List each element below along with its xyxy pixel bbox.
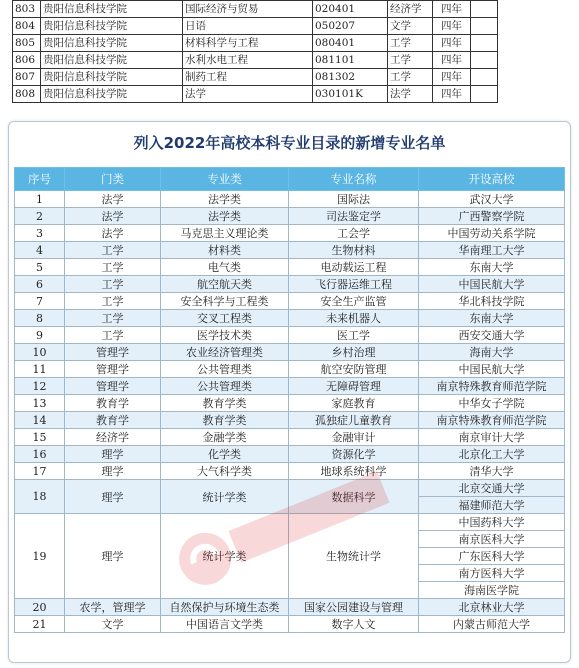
cell-major: 工会学 (289, 225, 419, 242)
cell-major: 生物统计学 (289, 514, 419, 599)
cell-major: 数据科学 (289, 480, 419, 514)
top-cell-cat: 工学 (388, 35, 433, 52)
top-cell-cat: 经济学 (388, 1, 433, 18)
cell-category: 管理学 (65, 378, 161, 395)
top-cell-years: 四年 (433, 1, 471, 18)
top-table-body (13, 1, 498, 103)
cell-class: 法学类 (161, 208, 289, 225)
cell-major: 生物材料 (289, 242, 419, 259)
cell-category: 理学 (65, 480, 161, 514)
cell-class: 电气类 (161, 259, 289, 276)
cell-class: 教育学类 (161, 412, 289, 429)
top-cell-no: 803 (13, 1, 41, 18)
table-row (15, 327, 565, 344)
top-cell-cat: 法学 (388, 86, 433, 103)
cell-school: 北京化工大学 (419, 446, 565, 463)
table-row (15, 395, 565, 412)
top-cell-school: 贵阳信息科技学院 (41, 18, 183, 35)
cell-class: 大气科学类 (161, 463, 289, 480)
cell-class: 化学类 (161, 446, 289, 463)
top-cell-no: 807 (13, 69, 41, 86)
cell-major: 安全生产监管 (289, 293, 419, 310)
table-row (15, 616, 565, 633)
cell-major: 地球系统科学 (289, 463, 419, 480)
cell-no: 2 (15, 208, 65, 225)
table-row (15, 259, 565, 276)
cell-school: 北京交通大学 (419, 480, 565, 497)
cell-no: 11 (15, 361, 65, 378)
cell-school: 中华女子学院 (419, 395, 565, 412)
cell-class: 中国语言文学类 (161, 616, 289, 633)
top-cell-code: 081302 (313, 69, 388, 86)
cell-school: 武汉大学 (419, 191, 565, 208)
cell-school: 中国民航大学 (419, 361, 565, 378)
table-row (15, 225, 565, 242)
cell-school: 广东医科大学 (419, 548, 565, 565)
top-cell-cat: 文学 (388, 18, 433, 35)
table-row (15, 191, 565, 208)
cell-school: 华北科技学院 (419, 293, 565, 310)
top-cell-school: 贵阳信息科技学院 (41, 1, 183, 18)
top-cell-years: 四年 (433, 18, 471, 35)
cell-class: 安全科学与工程类 (161, 293, 289, 310)
top-table-row (13, 18, 498, 35)
top-table-row (13, 86, 498, 103)
cell-no: 12 (15, 378, 65, 395)
table-row (15, 344, 565, 361)
cell-school: 清华大学 (419, 463, 565, 480)
top-table-row (13, 69, 498, 86)
cell-school: 南京审计大学 (419, 429, 565, 446)
cell-school: 北京林业大学 (419, 599, 565, 616)
cell-no: 13 (15, 395, 65, 412)
col-header-category: 门类 (65, 168, 161, 191)
cell-major: 医工学 (289, 327, 419, 344)
top-cell-major: 日语 (183, 18, 313, 35)
cell-class: 材料类 (161, 242, 289, 259)
cell-no: 21 (15, 616, 65, 633)
cell-category: 文学 (65, 616, 161, 633)
top-table-row (13, 35, 498, 52)
table-row (15, 293, 565, 310)
cell-school: 东南大学 (419, 259, 565, 276)
cell-category: 工学 (65, 293, 161, 310)
table-body (15, 191, 565, 633)
cell-class: 金融学类 (161, 429, 289, 446)
cell-class: 法学类 (161, 191, 289, 208)
col-header-class: 专业类 (161, 168, 289, 191)
cell-no: 20 (15, 599, 65, 616)
col-header-major: 专业名称 (289, 168, 419, 191)
cell-school: 东南大学 (419, 310, 565, 327)
cell-category: 教育学 (65, 395, 161, 412)
cell-major: 孤独症儿童教育 (289, 412, 419, 429)
table-row (15, 446, 565, 463)
table-row (15, 378, 565, 395)
cell-class: 马克思主义理论类 (161, 225, 289, 242)
cell-major: 航空安防管理 (289, 361, 419, 378)
cell-class: 教育学类 (161, 395, 289, 412)
cell-category: 管理学 (65, 344, 161, 361)
table-row (15, 242, 565, 259)
table-row (15, 429, 565, 446)
top-cell-empty (471, 86, 498, 103)
cell-no: 9 (15, 327, 65, 344)
cell-major: 家庭教育 (289, 395, 419, 412)
cell-school: 广西警察学院 (419, 208, 565, 225)
top-cell-code: 020401 (313, 1, 388, 18)
cell-school: 中国劳动关系学院 (419, 225, 565, 242)
cell-no: 18 (15, 480, 65, 514)
cell-category: 理学 (65, 446, 161, 463)
cell-no: 5 (15, 259, 65, 276)
cell-school: 南京特殊教育师范学院 (419, 412, 565, 429)
cell-category: 法学 (65, 191, 161, 208)
cell-school: 华南理工大学 (419, 242, 565, 259)
cell-school: 中国药科大学 (419, 514, 565, 531)
cell-no: 8 (15, 310, 65, 327)
top-cell-code: 080401 (313, 35, 388, 52)
top-cell-cat: 工学 (388, 69, 433, 86)
cell-category: 工学 (65, 276, 161, 293)
cell-no: 17 (15, 463, 65, 480)
cell-school: 西安交通大学 (419, 327, 565, 344)
table-row (15, 310, 565, 327)
cell-major: 电动载运工程 (289, 259, 419, 276)
cell-major: 司法鉴定学 (289, 208, 419, 225)
top-table-row (13, 1, 498, 18)
cell-major: 金融审计 (289, 429, 419, 446)
top-cell-cat: 工学 (388, 52, 433, 69)
cell-category: 工学 (65, 327, 161, 344)
cell-category: 经济学 (65, 429, 161, 446)
col-header-school: 开设高校 (419, 168, 565, 191)
cell-major: 飞行器运维工程 (289, 276, 419, 293)
cell-major: 乡村治理 (289, 344, 419, 361)
cell-no: 6 (15, 276, 65, 293)
cell-school: 海南医学院 (419, 582, 565, 599)
cell-category: 理学 (65, 514, 161, 599)
top-cell-empty (471, 69, 498, 86)
top-cell-school: 贵阳信息科技学院 (41, 86, 183, 103)
cell-major: 数字人文 (289, 616, 419, 633)
cell-school: 海南大学 (419, 344, 565, 361)
top-cell-no: 805 (13, 35, 41, 52)
cell-no: 10 (15, 344, 65, 361)
table-row (15, 361, 565, 378)
top-cell-empty (471, 1, 498, 18)
cell-major: 无障碍管理 (289, 378, 419, 395)
cell-class: 统计学类 (161, 480, 289, 514)
cell-major: 国际法 (289, 191, 419, 208)
top-cell-code: 050207 (313, 18, 388, 35)
top-cell-school: 贵阳信息科技学院 (41, 69, 183, 86)
cell-major: 资源化学 (289, 446, 419, 463)
cell-category: 理学 (65, 463, 161, 480)
table-row (15, 514, 565, 531)
cell-major: 国家公园建设与管理 (289, 599, 419, 616)
cell-school: 南京医科大学 (419, 531, 565, 548)
top-table-row (13, 52, 498, 69)
table-row (15, 463, 565, 480)
cell-no: 4 (15, 242, 65, 259)
cell-no: 19 (15, 514, 65, 599)
cell-category: 工学 (65, 310, 161, 327)
table-row (15, 412, 565, 429)
cell-class: 公共管理类 (161, 378, 289, 395)
table-row (15, 276, 565, 293)
top-cell-code: 030101K (313, 86, 388, 103)
cell-category: 工学 (65, 259, 161, 276)
top-cell-major: 材料科学与工程 (183, 35, 313, 52)
cell-no: 16 (15, 446, 65, 463)
cell-class: 农业经济管理类 (161, 344, 289, 361)
cell-category: 农学，管理学 (65, 599, 161, 616)
top-school-table (12, 0, 498, 103)
cell-school: 南京特殊教育师范学院 (419, 378, 565, 395)
cell-category: 法学 (65, 225, 161, 242)
top-cell-no: 808 (13, 86, 41, 103)
cell-school: 内蒙古师范大学 (419, 616, 565, 633)
cell-no: 15 (15, 429, 65, 446)
top-cell-code: 081101 (313, 52, 388, 69)
top-cell-no: 804 (13, 18, 41, 35)
top-cell-years: 四年 (433, 52, 471, 69)
cell-school: 南方医科大学 (419, 565, 565, 582)
cell-class: 自然保护与环境生态类 (161, 599, 289, 616)
new-majors-card (8, 121, 571, 663)
top-cell-empty (471, 52, 498, 69)
cell-category: 管理学 (65, 361, 161, 378)
top-cell-years: 四年 (433, 69, 471, 86)
top-cell-major: 法学 (183, 86, 313, 103)
table-row (15, 599, 565, 616)
cell-category: 法学 (65, 208, 161, 225)
cell-class: 公共管理类 (161, 361, 289, 378)
table-row (15, 480, 565, 497)
top-cell-major: 国际经济与贸易 (183, 1, 313, 18)
table-row (15, 208, 565, 225)
top-cell-major: 水利水电工程 (183, 52, 313, 69)
top-cell-years: 四年 (433, 35, 471, 52)
cell-school: 中国民航大学 (419, 276, 565, 293)
cell-class: 统计学类 (161, 514, 289, 599)
top-cell-no: 806 (13, 52, 41, 69)
new-majors-table (14, 167, 565, 633)
cell-class: 医学技术类 (161, 327, 289, 344)
col-header-no: 序号 (15, 168, 65, 191)
table-header-row (15, 168, 565, 191)
list-title: 列入2022年高校本科专业目录的新增专业名单 (133, 134, 446, 152)
cell-no: 7 (15, 293, 65, 310)
top-cell-years: 四年 (433, 86, 471, 103)
top-cell-school: 贵阳信息科技学院 (41, 35, 183, 52)
cell-school: 福建师范大学 (419, 497, 565, 514)
top-cell-empty (471, 18, 498, 35)
cell-no: 1 (15, 191, 65, 208)
cell-category: 工学 (65, 242, 161, 259)
cell-major: 未来机器人 (289, 310, 419, 327)
top-cell-school: 贵阳信息科技学院 (41, 52, 183, 69)
top-cell-empty (471, 35, 498, 52)
cell-category: 教育学 (65, 412, 161, 429)
cell-no: 14 (15, 412, 65, 429)
top-cell-major: 制药工程 (183, 69, 313, 86)
cell-class: 航空航天类 (161, 276, 289, 293)
cell-class: 交叉工程类 (161, 310, 289, 327)
cell-no: 3 (15, 225, 65, 242)
